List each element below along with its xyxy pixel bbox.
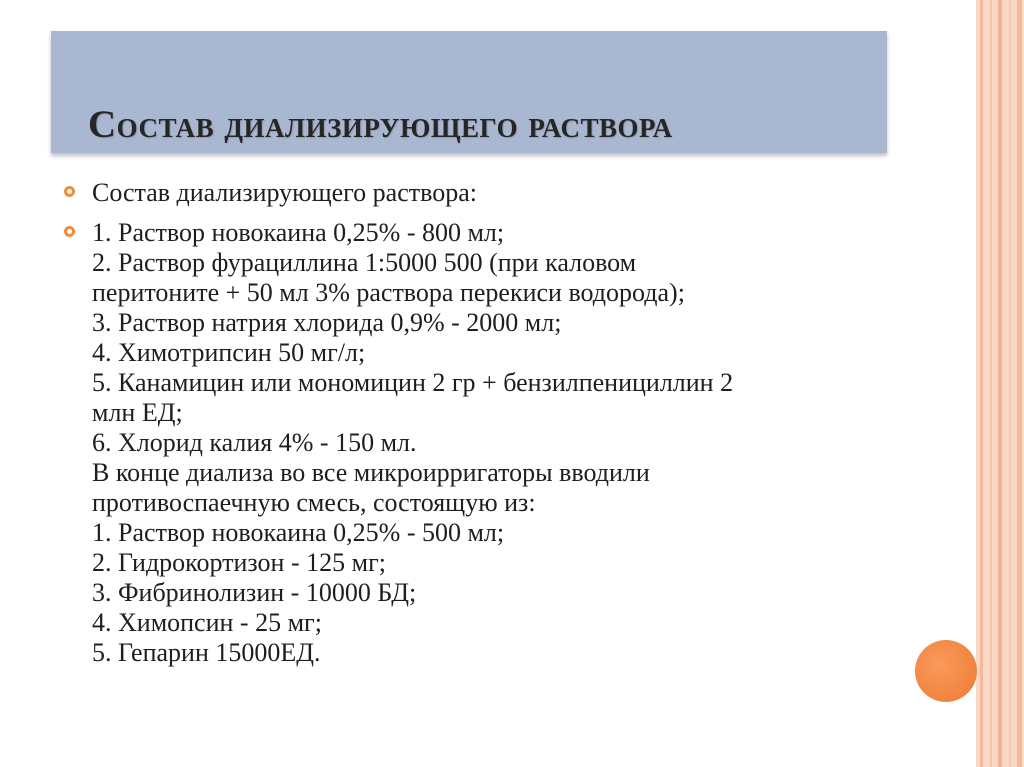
composition-line: 5. Канамицин или мономицин 2 гр + бензилпенициллин 2 <box>92 368 734 397</box>
bullet-item-composition <box>62 218 892 668</box>
composition-line: 4. Химопсин - 25 мг; <box>92 608 322 637</box>
slide-title: Состав диализирующего раствора <box>88 103 673 146</box>
decorative-orange-circle <box>915 640 977 702</box>
composition-line: 3. Раствор натрия хлорида 0,9% - 2000 мл; <box>92 308 562 337</box>
circle-bullet-icon <box>64 186 75 197</box>
composition-line: противоспаечную смесь, состоящую из: <box>92 488 536 517</box>
composition-line: В конце диализа во все микроирригаторы вводили <box>92 458 650 487</box>
composition-line: 5. Гепарин 15000ЕД. <box>92 638 321 667</box>
composition-line: 1. Раствор новокаина 0,25% - 800 мл; <box>92 218 505 247</box>
bullet-text: Состав диализирующего раствора: <box>92 178 477 207</box>
composition-line: 1. Раствор новокаина 0,25% - 500 мл; <box>92 518 505 547</box>
circle-bullet-icon <box>64 226 75 237</box>
composition-line: 4. Химотрипсин 50 мг/л; <box>92 338 366 367</box>
composition-line: 6. Хлорид калия 4% - 150 мл. <box>92 428 417 457</box>
bullet-item-intro <box>62 178 892 208</box>
slide-body <box>62 178 892 668</box>
decorative-side-stripes <box>976 0 1024 767</box>
composition-line: 2. Раствор фурациллина 1:5000 500 (при каловом <box>92 248 637 277</box>
composition-line: 2. Гидрокортизон - 125 мг; <box>92 548 386 577</box>
composition-line: перитоните + 50 мл 3% раствора перекиси водорода); <box>92 278 685 307</box>
composition-line: 3. Фибринолизин - 10000 БД; <box>92 578 417 607</box>
composition-line: млн ЕД; <box>92 398 183 427</box>
